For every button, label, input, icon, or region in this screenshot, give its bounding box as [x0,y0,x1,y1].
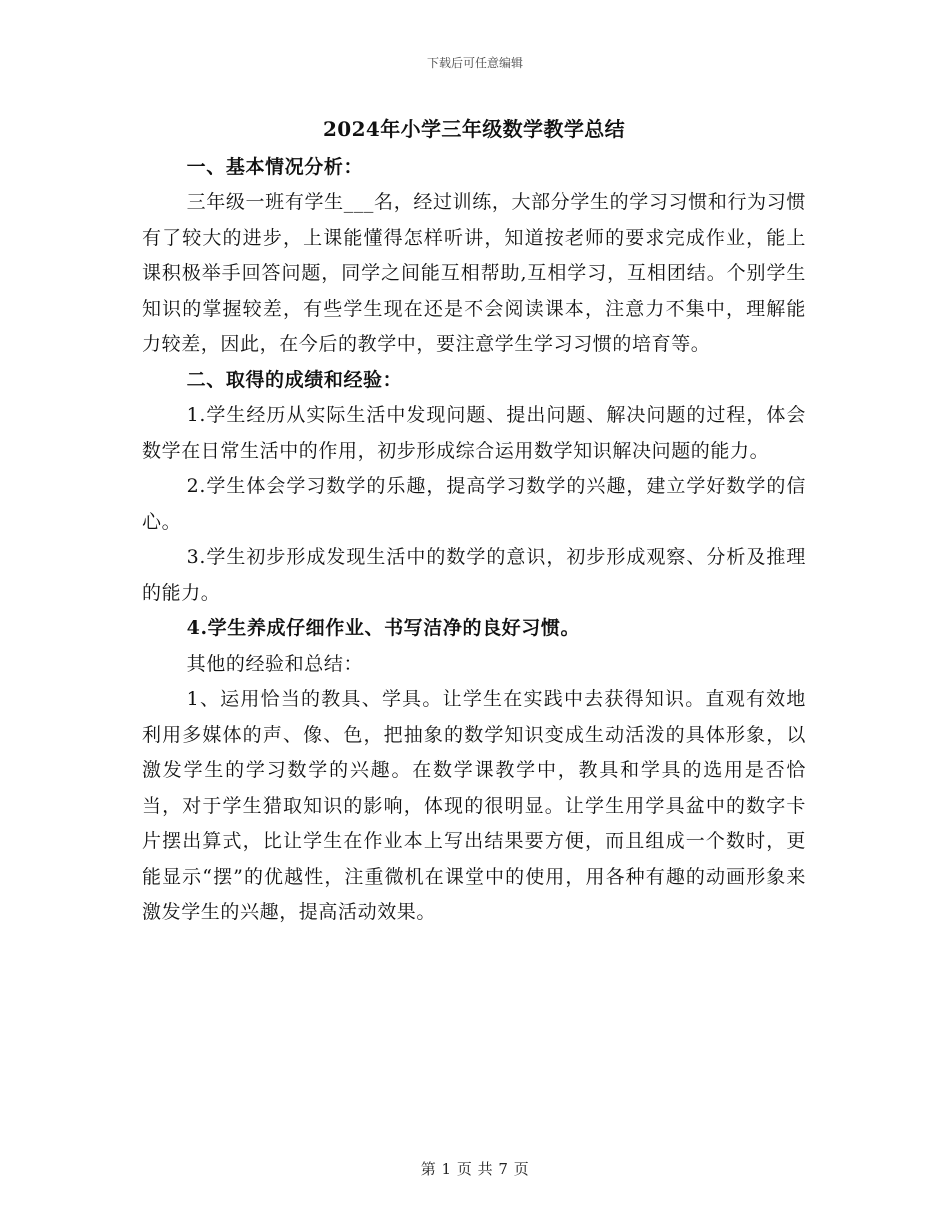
header-note: 下载后可任意编辑 [426,56,523,70]
paragraph-achievement-2: 2.学生体会学习数学的乐趣，提高学习数学的兴趣，建立学好数学的信心。 [142,475,806,533]
paragraph-achievement-1: 1.学生经历从实际生活中发现问题、提出问题、解决问题的过程，体会数学在日常生活中的作用，初步形成综合运用数学知识解决问题的能力。 [142,404,806,462]
paragraph-achievement-4: 4.学生养成仔细作业、书写洁净的良好习惯。 [186,617,581,639]
page-footer: 第 1 页 共 7 页 [420,1160,530,1178]
document-title: 2024年小学三年级数学教学总结 [322,117,626,141]
document-body [142,112,806,931]
section-heading-achievements: 二、取得的成绩和经验： [186,368,403,391]
paragraph-teaching-aids: 1、运用恰当的教具、学具。让学生在实践中去获得知识。直观有效地利用多媒体的声、像、色，把抽象的数学知识变成生动活泼的具体形象，以激发学生的学习数学的兴趣。在数学课教学中，教具和学具的选用是否恰当，对于学生猎取知识的影响，体现的很明显。让学生用学具盆中的数字卡片摆出算式，比让学生在作业本上写出结果要方便，而且组成一个数时，更能显示“摆”的优越性，注重微机在课堂中的使用，用各种有趣的动画形象来激发学生的兴趣，提高活动效果。 [142,688,806,923]
paragraph-other-experience: 其他的经验和总结： [186,652,364,675]
section-heading-basic-situation: 一、基本情况分析： [186,155,364,178]
paragraph-basic-situation: 三年级一班有学生___名，经过训练，大部分学生的学习习惯和行为习惯有了较大的进步，上课能懂得怎样听讲，知道按老师的要求完成作业，能上课积极举手回答问题，同学之间能互相帮助,互相学习，互相团结。个别学生知识的掌握较差，有些学生现在还是不会阅读课本，注意力不集中，理解能力较差，因此，在今后的教学中，要注意学生学习习惯的培育等。 [142,191,806,355]
paragraph-achievement-3: 3.学生初步形成发现生活中的数学的意识，初步形成观察、分析及推理的能力。 [142,546,806,604]
